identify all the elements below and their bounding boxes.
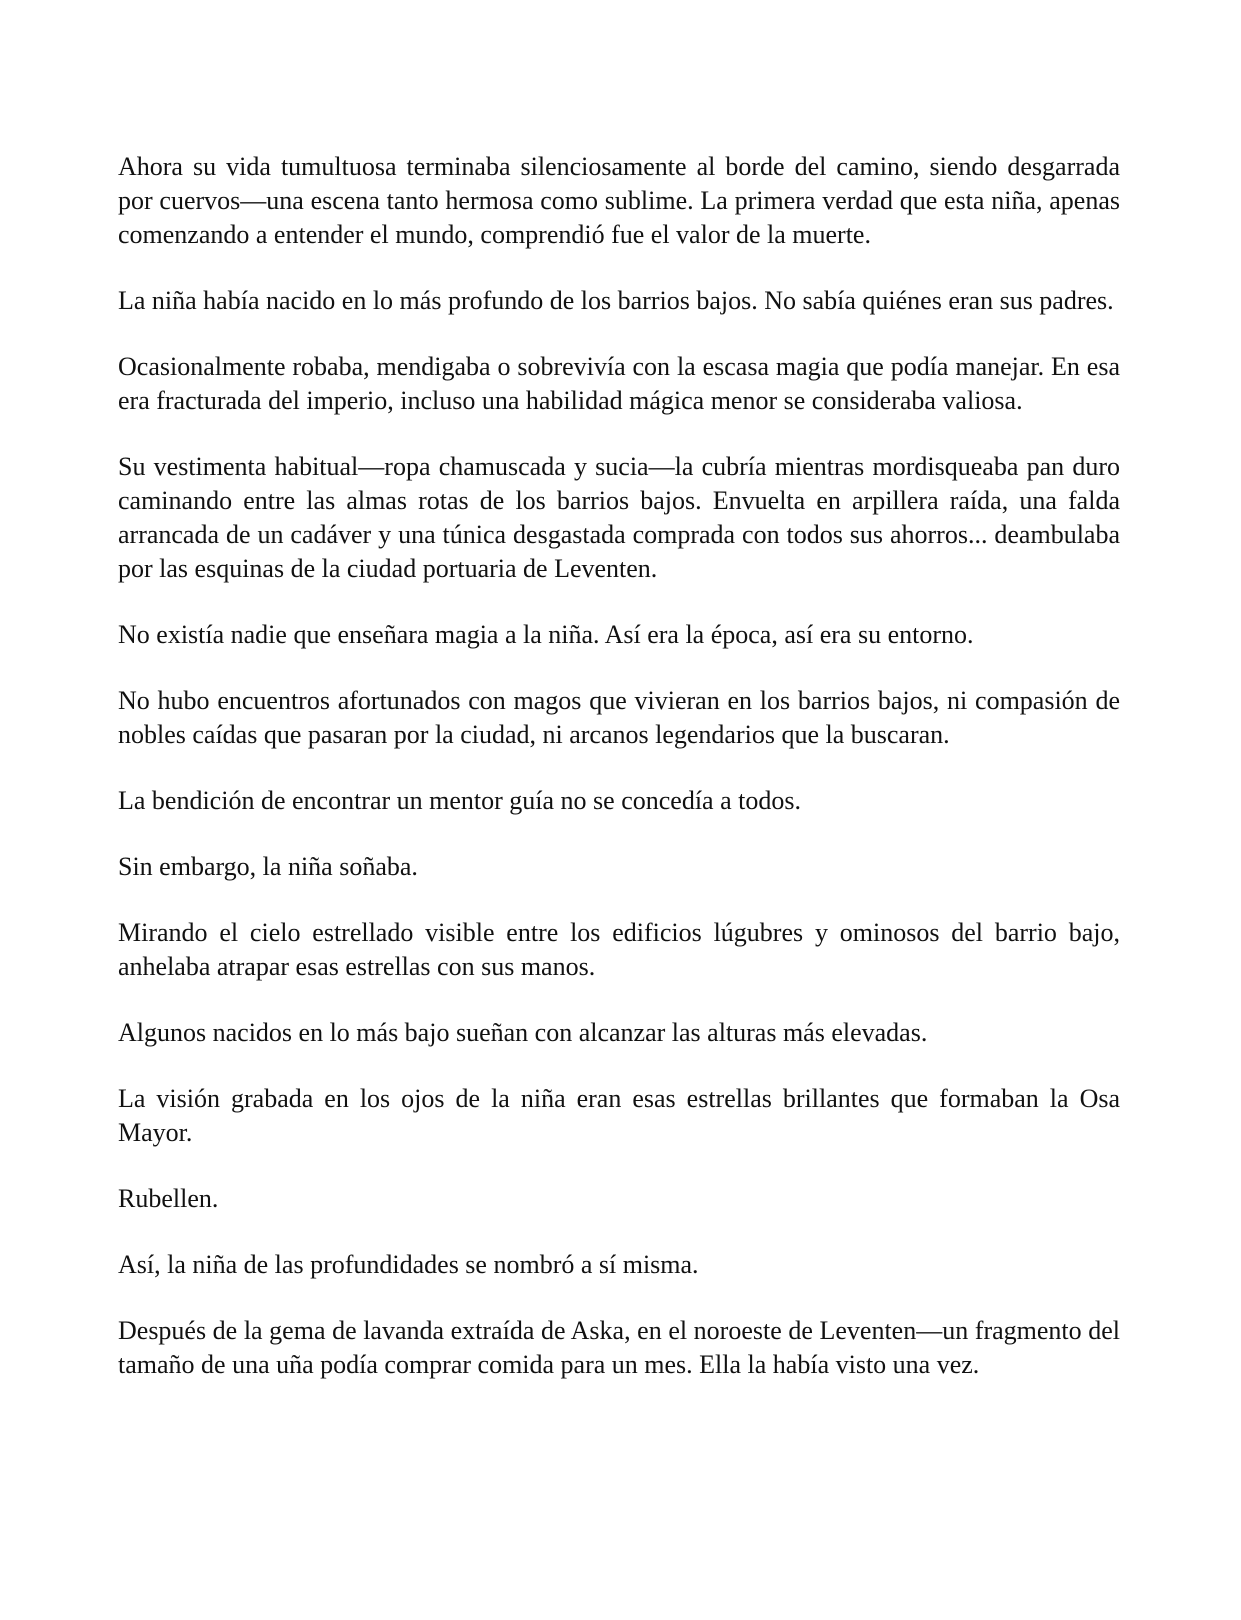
paragraph: No existía nadie que enseñara magia a la niña. Así era la época, así era su entorno. bbox=[118, 620, 974, 649]
paragraph: La visión grabada en los ojos de la niña eran esas estrellas brillantes que formaban la Osa Mayor. bbox=[118, 1084, 1120, 1147]
paragraph: Su vestimenta habitual—ropa chamuscada y sucia—la cubría mientras mordisqueaba pan duro caminando entre las almas rotas de los barrios bajos. Envuelta en arpillera raída, una falda arrancada de un cadáver y una túnica desgastada comprada con todos sus ahorros... deambulaba por las esquinas de la ciudad portuaria de Leventen. bbox=[118, 452, 1120, 583]
paragraph: Mirando el cielo estrellado visible entre los edificios lúgubres y ominosos del barrio bajo, anhelaba atrapar esas estrellas con sus manos. bbox=[118, 918, 1120, 981]
paragraph: Así, la niña de las profundidades se nombró a sí misma. bbox=[118, 1250, 699, 1279]
paragraph: Algunos nacidos en lo más bajo sueñan con alcanzar las alturas más elevadas. bbox=[118, 1018, 928, 1047]
paragraph: No hubo encuentros afortunados con magos que vivieran en los barrios bajos, ni compasión de nobles caídas que pasaran por la ciudad, ni arcanos legendarios que la buscaran. bbox=[118, 686, 1120, 749]
paragraph: Sin embargo, la niña soñaba. bbox=[118, 852, 418, 881]
paragraph: Ocasionalmente robaba, mendigaba o sobrevivía con la escasa magia que podía manejar. En esa era fracturada del imperio, incluso una habilidad mágica menor se consideraba valiosa. bbox=[118, 352, 1120, 415]
paragraph: Después de la gema de lavanda extraída de Aska, en el noroeste de Leventen—un fragmento del tamaño de una uña podía comprar comida para un mes. Ella la había visto una vez. bbox=[118, 1316, 1120, 1379]
document-page bbox=[118, 150, 1120, 1414]
paragraph: Ahora su vida tumultuosa terminaba silenciosamente al borde del camino, siendo desgarrada por cuervos—una escena tanto hermosa como sublime. La primera verdad que esta niña, apenas comenzando a entender el mundo, comprendió fue el valor de la muerte. bbox=[118, 152, 1120, 249]
paragraph: Rubellen. bbox=[118, 1184, 219, 1213]
paragraph: La bendición de encontrar un mentor guía no se concedía a todos. bbox=[118, 786, 801, 815]
paragraph: La niña había nacido en lo más profundo de los barrios bajos. No sabía quiénes eran sus padres. bbox=[118, 286, 1114, 315]
